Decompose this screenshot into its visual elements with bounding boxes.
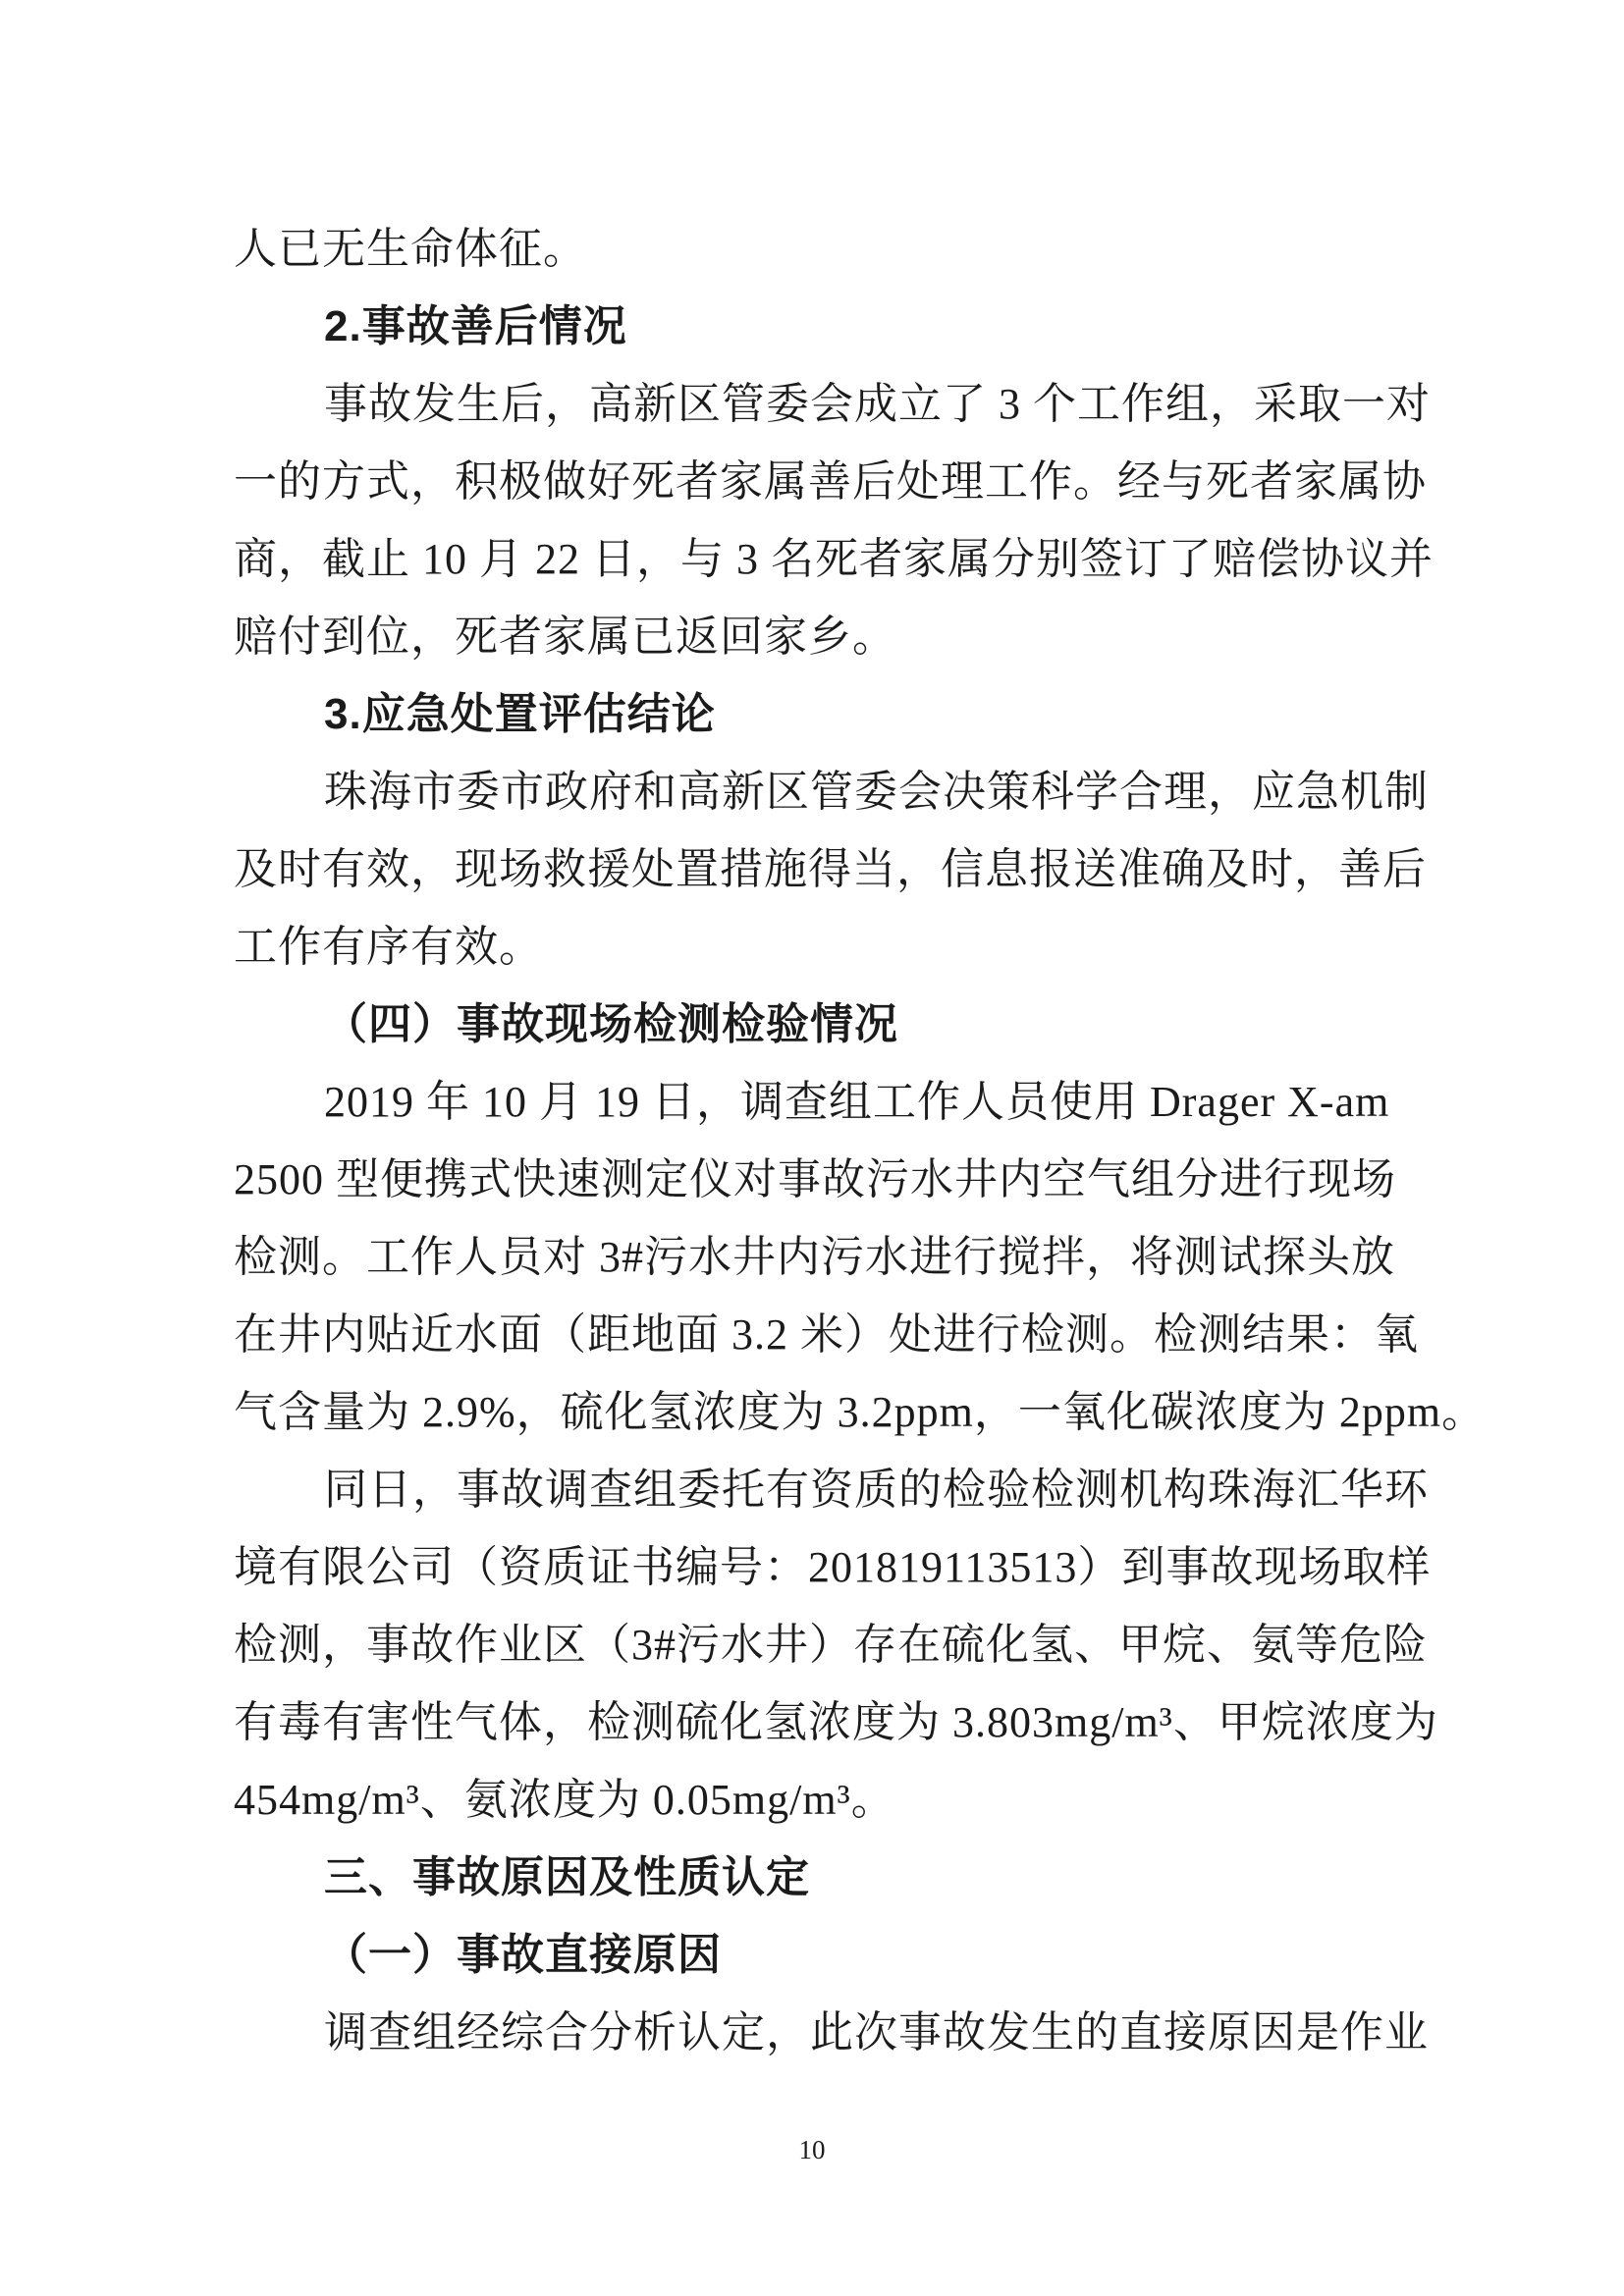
- text-line: 商，截止 10 月 22 日，与 3 名死者家属分别签订了赔偿协议并: [234, 535, 1434, 583]
- heading-cause-determination: 三、事故原因及性质认定: [324, 1853, 810, 1901]
- text-line: 在井内贴近水面（距地面 3.2 米）处进行检测。检测结果：氧: [234, 1310, 1419, 1359]
- page-number: 10: [798, 2135, 826, 2164]
- text-line: 事故发生后，高新区管委会成立了 3 个工作组，采取一对: [324, 380, 1431, 428]
- text-line: 珠海市委市政府和高新区管委会决策科学合理，应急机制: [324, 768, 1429, 816]
- text-line: 检测，事故作业区（3#污水井）存在硫化氢、甲烷、氨等危险: [234, 1621, 1428, 1669]
- text-line: 气含量为 2.9%，硫化氢浓度为 3.2ppm，一氧化碳浓度为 2ppm。: [234, 1388, 1487, 1436]
- text-line: 有毒有害性气体，检测硫化氢浓度为 3.803mg/m³、甲烷浓度为: [234, 1698, 1438, 1746]
- text-line: 人已无生命体征。: [234, 225, 587, 273]
- heading-direct-cause: （一）事故直接原因: [324, 1931, 722, 1979]
- text-line: 454mg/m³、氨浓度为 0.05mg/m³。: [234, 1776, 895, 1824]
- text-line: 2019 年 10 月 19 日，调查组工作人员使用 Drager X-am: [324, 1078, 1390, 1126]
- text-line: 境有限公司（资质证书编号：201819113513）到事故现场取样: [234, 1543, 1432, 1591]
- document-body: [234, 210, 1487, 2071]
- text-line: 工作有序有效。: [234, 923, 543, 971]
- text-line: 调查组经综合分析认定，此次事故发生的直接原因是作业: [324, 2008, 1429, 2056]
- text-line: 检测。工作人员对 3#污水井内污水进行搅拌，将测试探头放: [234, 1233, 1395, 1281]
- text-line: 同日，事故调查组委托有资质的检验检测机构珠海汇华环: [324, 1466, 1429, 1514]
- heading-scene-testing: （四）事故现场检测检验情况: [324, 1000, 898, 1048]
- text-line: 一的方式，积极做好死者家属善后处理工作。经与死者家属协: [234, 457, 1427, 506]
- heading-aftermath: 2.事故善后情况: [324, 302, 627, 350]
- text-line: 2500 型便携式快速测定仪对事故污水井内空气组分进行现场: [234, 1155, 1396, 1203]
- text-line: 赔付到位，死者家属已返回家乡。: [234, 613, 896, 661]
- heading-emergency-assessment: 3.应急处置评估结论: [324, 690, 716, 738]
- text-line: 及时有效，现场救援处置措施得当，信息报送准确及时，善后: [234, 845, 1427, 893]
